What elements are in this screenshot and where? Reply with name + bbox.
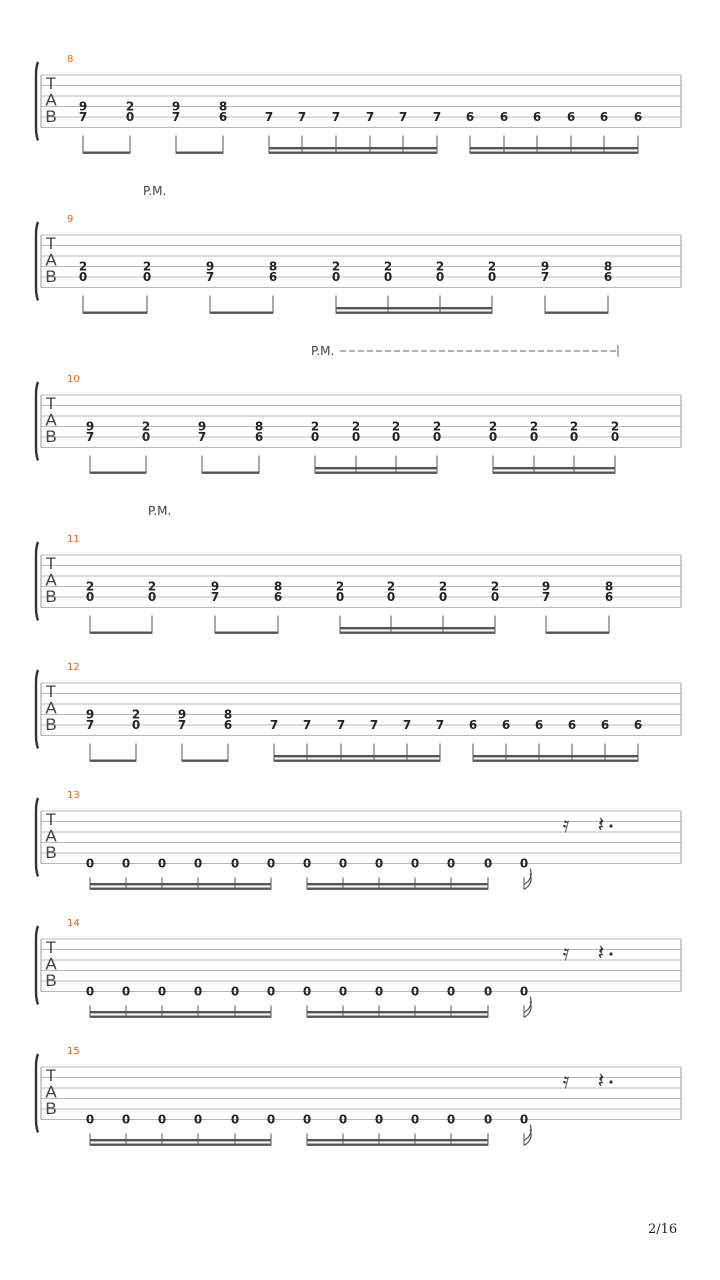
fret-number: 0	[147, 590, 157, 604]
fret-number: 6	[223, 718, 233, 732]
fret-number: 0	[529, 430, 539, 444]
system-bracket	[36, 222, 38, 301]
fret-number: 8	[604, 579, 614, 594]
fret-number: 9	[78, 99, 88, 114]
fret-number: 7	[398, 110, 408, 124]
beam-secondary	[493, 467, 615, 469]
fret-number: 7	[541, 590, 551, 604]
fret-number: 0	[519, 984, 529, 999]
tab-clef-letter: A	[45, 570, 57, 590]
beam	[546, 632, 609, 634]
fret-number: 9	[205, 259, 215, 274]
tab-clef-letter: B	[45, 971, 57, 990]
fret-number: 0	[193, 1112, 203, 1127]
fret-number: 0	[569, 430, 579, 444]
dot	[609, 824, 612, 827]
beam-secondary	[470, 147, 638, 149]
tab-clef-letter: T	[45, 1066, 57, 1085]
fret-number: 2	[490, 579, 500, 594]
beam	[90, 632, 152, 634]
beam	[307, 888, 488, 890]
fret-number: 0	[85, 1112, 95, 1127]
fret-number: 0	[131, 718, 141, 732]
fret-number: 0	[302, 984, 312, 999]
tab-clef-letter: A	[45, 410, 57, 430]
fret-number: 7	[85, 718, 95, 732]
fret-number: 7	[302, 718, 312, 732]
measure-number: 13	[67, 790, 80, 801]
fret-number: 7	[269, 718, 279, 732]
fret-number: 7	[205, 270, 215, 284]
beam	[470, 152, 638, 154]
fret-number: 2	[310, 419, 320, 434]
fret-number: 0	[310, 430, 320, 444]
fret-number: 6	[599, 110, 609, 124]
fret-number: 0	[446, 1112, 456, 1127]
beam	[336, 312, 492, 314]
beam-secondary	[473, 755, 638, 757]
fret-number: 8	[273, 579, 283, 594]
beam	[83, 312, 147, 314]
fret-number: 7	[297, 110, 307, 124]
beam-secondary	[90, 883, 271, 885]
fret-number: 0	[519, 1112, 529, 1127]
dot	[609, 952, 612, 955]
tab-clef-letter: B	[45, 107, 57, 126]
fret-number: 2	[147, 579, 157, 594]
fret-number: 6	[600, 718, 610, 732]
quarter-rest: 𝄽	[597, 941, 605, 966]
fret-number: 9	[171, 99, 181, 114]
beam	[90, 888, 271, 890]
fret-number: 6	[566, 110, 576, 124]
fret-number: 8	[603, 259, 613, 274]
measure-number: 10	[67, 374, 80, 385]
fret-number: 6	[633, 110, 643, 124]
fret-number: 0	[487, 270, 497, 284]
beam	[202, 472, 259, 474]
fret-number: 7	[336, 718, 346, 732]
fret-number: 0	[85, 856, 95, 871]
system-bracket	[36, 62, 38, 141]
fret-number: 0	[121, 856, 131, 871]
tab-clef-letter: A	[45, 250, 57, 270]
palm-mute-label: P.M.	[143, 184, 167, 198]
fret-number: 2	[391, 419, 401, 434]
fret-number: 2	[85, 579, 95, 594]
fret-number: 0	[157, 856, 167, 871]
fret-number: 6	[567, 718, 577, 732]
fret-number: 0	[490, 590, 500, 604]
fret-number: 8	[254, 419, 264, 434]
tab-clef-letter: B	[45, 587, 57, 606]
fret-number: 0	[432, 430, 442, 444]
fret-number: 0	[338, 984, 348, 999]
fret-number: 2	[141, 419, 151, 434]
beam-secondary	[315, 467, 437, 469]
fret-number: 0	[519, 856, 529, 871]
fret-number: 7	[197, 430, 207, 444]
tab-clef-letter: A	[45, 1082, 57, 1102]
fret-number: 2	[78, 259, 88, 274]
fret-number: 6	[534, 718, 544, 732]
beam-secondary	[336, 307, 492, 309]
fret-number: 0	[374, 984, 384, 999]
fret-number: 8	[223, 707, 233, 722]
fret-number: 7	[369, 718, 379, 732]
beam-secondary	[269, 147, 437, 149]
beam	[90, 760, 136, 762]
beam	[90, 472, 146, 474]
fret-number: 0	[435, 270, 445, 284]
fret-number: 2	[386, 579, 396, 594]
fret-number: 2	[432, 419, 442, 434]
beam	[545, 312, 608, 314]
beam	[215, 632, 278, 634]
fret-number: 6	[633, 718, 643, 732]
fret-number: 7	[171, 110, 181, 124]
fret-number: 0	[230, 856, 240, 871]
quarter-rest: 𝄽	[597, 1069, 605, 1094]
fret-number: 2	[610, 419, 620, 434]
fret-number: 6	[499, 110, 509, 124]
fret-number: 6	[268, 270, 278, 284]
fret-number: 6	[468, 718, 478, 732]
fret-number: 0	[302, 1112, 312, 1127]
page-number: 2/16	[648, 1222, 678, 1237]
fret-number: 2	[125, 99, 135, 114]
fret-number: 7	[78, 110, 88, 124]
fret-number: 7	[402, 718, 412, 732]
sixteenth-rest: 𝄿	[562, 941, 570, 966]
tab-clef-letter: B	[45, 715, 57, 734]
fret-number: 0	[78, 270, 88, 284]
fret-number: 0	[193, 856, 203, 871]
fret-number: 6	[218, 110, 228, 124]
fret-number: 9	[210, 579, 220, 594]
dot	[609, 1080, 612, 1083]
fret-number: 0	[121, 1112, 131, 1127]
beam	[269, 152, 437, 154]
quarter-rest: 𝄽	[597, 813, 605, 838]
tab-clef-letter: B	[45, 427, 57, 446]
fret-number: 0	[351, 430, 361, 444]
tab-clef-letter: B	[45, 843, 57, 862]
tab-clef-letter: A	[45, 698, 57, 718]
beam	[315, 472, 437, 474]
fret-number: 2	[569, 419, 579, 434]
fret-number: 0	[374, 1112, 384, 1127]
fret-number: 0	[141, 430, 151, 444]
fret-number: 6	[604, 590, 614, 604]
system-bracket	[36, 542, 38, 621]
fret-number: 7	[435, 718, 445, 732]
tab-clef-letter: T	[45, 554, 57, 573]
fret-number: 8	[218, 99, 228, 114]
beam	[176, 152, 223, 154]
fret-number: 8	[268, 259, 278, 274]
system-bracket	[36, 798, 38, 877]
palm-mute-label: P.M.	[148, 504, 172, 518]
fret-number: 7	[177, 718, 187, 732]
fret-number: 0	[125, 110, 135, 124]
fret-number: 7	[331, 110, 341, 124]
fret-number: 2	[131, 707, 141, 722]
fret-number: 6	[254, 430, 264, 444]
system-bracket	[36, 670, 38, 749]
fret-number: 6	[273, 590, 283, 604]
beam	[340, 632, 495, 634]
fret-number: 0	[157, 984, 167, 999]
fret-number: 0	[338, 856, 348, 871]
fret-number: 6	[532, 110, 542, 124]
fret-number: 9	[197, 419, 207, 434]
beam-secondary	[307, 1011, 488, 1013]
fret-number: 0	[446, 856, 456, 871]
fret-number: 0	[410, 984, 420, 999]
measure-number: 8	[67, 54, 74, 65]
measure-number: 14	[67, 918, 80, 929]
beam-secondary	[307, 1139, 488, 1141]
fret-number: 2	[142, 259, 152, 274]
beam-secondary	[274, 755, 440, 757]
fret-number: 0	[157, 1112, 167, 1127]
fret-number: 9	[540, 259, 550, 274]
fret-number: 0	[488, 430, 498, 444]
tab-clef-letter: A	[45, 90, 57, 110]
measure-number: 9	[67, 214, 74, 225]
sixteenth-rest: 𝄿	[562, 1069, 570, 1094]
tab-clef-letter: B	[45, 1099, 57, 1118]
fret-number: 0	[483, 856, 493, 871]
fret-number: 0	[230, 1112, 240, 1127]
tab-clef-letter: B	[45, 267, 57, 286]
fret-number: 0	[386, 590, 396, 604]
fret-number: 7	[264, 110, 274, 124]
fret-number: 0	[266, 1112, 276, 1127]
beam-secondary	[90, 1011, 271, 1013]
fret-number: 0	[193, 984, 203, 999]
fret-number: 2	[438, 579, 448, 594]
beam	[274, 760, 440, 762]
palm-mute-label: P.M.	[311, 344, 335, 358]
tab-clef-letter: T	[45, 394, 57, 413]
fret-number: 6	[603, 270, 613, 284]
beam	[90, 1016, 271, 1018]
beam-secondary	[340, 627, 495, 629]
fret-number: 7	[432, 110, 442, 124]
fret-number: 0	[335, 590, 345, 604]
fret-number: 2	[335, 579, 345, 594]
fret-number: 6	[501, 718, 511, 732]
measure-number: 12	[67, 662, 80, 673]
tab-clef-letter: T	[45, 682, 57, 701]
tab-clef-letter: A	[45, 826, 57, 846]
fret-number: 0	[610, 430, 620, 444]
fret-number: 0	[266, 856, 276, 871]
tab-clef-letter: T	[45, 234, 57, 253]
fret-number: 9	[177, 707, 187, 722]
fret-number: 0	[266, 984, 276, 999]
fret-number: 0	[483, 984, 493, 999]
system-bracket	[36, 1054, 38, 1133]
beam	[182, 760, 228, 762]
fret-number: 0	[338, 1112, 348, 1127]
beam	[473, 760, 638, 762]
beam	[493, 472, 615, 474]
beam	[90, 1144, 271, 1146]
fret-number: 7	[365, 110, 375, 124]
fret-number: 0	[85, 590, 95, 604]
fret-number: 0	[438, 590, 448, 604]
tab-clef-letter: T	[45, 938, 57, 957]
tab-clef-letter: T	[45, 810, 57, 829]
fret-number: 0	[331, 270, 341, 284]
beam-secondary	[307, 883, 488, 885]
system-bracket	[36, 382, 38, 461]
fret-number: 0	[410, 1112, 420, 1127]
beam	[307, 1016, 488, 1018]
fret-number: 0	[483, 1112, 493, 1127]
fret-number: 9	[85, 419, 95, 434]
measure-number: 11	[67, 534, 80, 545]
beam-secondary	[90, 1139, 271, 1141]
fret-number: 2	[487, 259, 497, 274]
fret-number: 7	[85, 430, 95, 444]
system-bracket	[36, 926, 38, 1005]
fret-number: 0	[121, 984, 131, 999]
fret-number: 2	[529, 419, 539, 434]
fret-number: 2	[488, 419, 498, 434]
fret-number: 0	[391, 430, 401, 444]
fret-number: 6	[465, 110, 475, 124]
fret-number: 0	[142, 270, 152, 284]
fret-number: 0	[383, 270, 393, 284]
fret-number: 2	[331, 259, 341, 274]
fret-number: 0	[374, 856, 384, 871]
fret-number: 2	[383, 259, 393, 274]
fret-number: 7	[210, 590, 220, 604]
beam	[210, 312, 273, 314]
fret-number: 0	[230, 984, 240, 999]
sixteenth-rest: 𝄿	[562, 813, 570, 838]
tab-clef-letter: T	[45, 74, 57, 93]
beam	[83, 152, 130, 154]
fret-number: 9	[541, 579, 551, 594]
fret-number: 0	[302, 856, 312, 871]
fret-number: 2	[435, 259, 445, 274]
fret-number: 7	[540, 270, 550, 284]
fret-number: 9	[85, 707, 95, 722]
fret-number: 0	[446, 984, 456, 999]
fret-number: 0	[85, 984, 95, 999]
fret-number: 2	[351, 419, 361, 434]
tab-clef-letter: A	[45, 954, 57, 974]
measure-number: 15	[67, 1046, 80, 1057]
fret-number: 0	[410, 856, 420, 871]
beam	[307, 1144, 488, 1146]
